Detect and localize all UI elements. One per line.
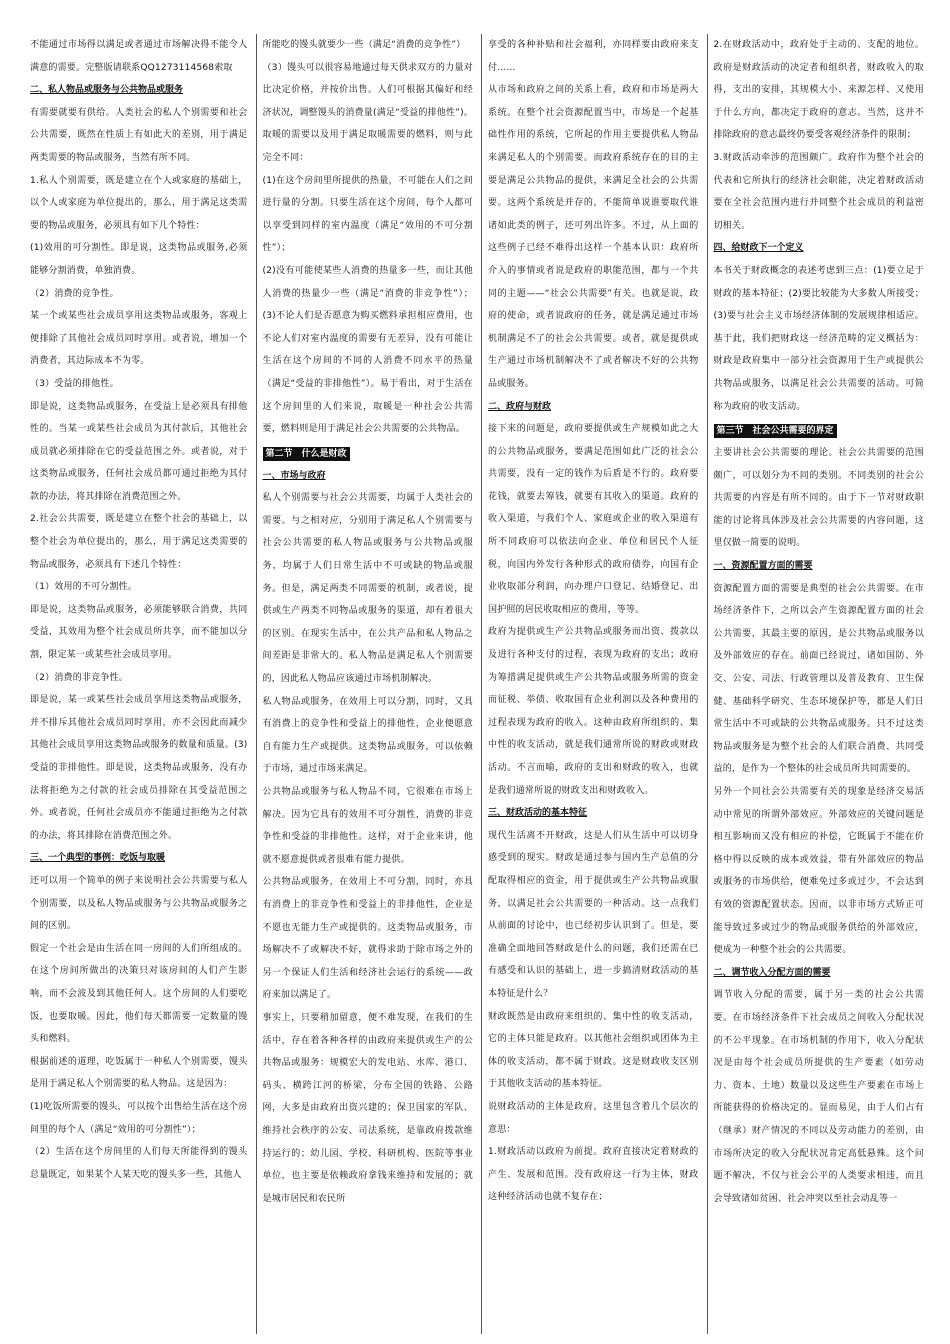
paragraph: (1)效用的可分割性。即是说，这类物品或服务,必须能够分割消费，单独消费。: [30, 243, 248, 276]
paragraph: 享受的各种补贴和社会福利，亦同样要由政府来支付……: [488, 40, 699, 73]
subsection-heading: 一、市场与政府: [262, 470, 326, 481]
section-heading-wrapper: [714, 418, 925, 442]
paragraph: 财政既然是由政府来组织的、集中性的收支活动，它的主体只能是政府。以其他社会组织或团体为主体的收支活动，都不属于财政。这是财政收支区别于其他收支活动的基本特征。: [488, 1011, 699, 1090]
section-heading: 第三节 社会公共需要的界定: [714, 424, 837, 438]
paragraph: 1.私人个别需要，既是建立在个人或家庭的基础上，以个人或家庭为单位提出的，那么，用于满足这类需要的物品或服务，必须具有如下几个特性：: [30, 175, 248, 231]
paragraph: 私人物品或服务，在效用上可以分割，同时，又具有消费上的竞争性和受益上的排他性，企业便愿意自有能力生产或提供。这类物品或服务，可以依赖于市场，通过市场来满足。: [262, 696, 473, 775]
paragraph: 即是说，某一或某些社会成员享用这类物品或服务，并不排斥其他社会成员同时享用，亦不会因此而减少其他社会成员享用这类物品或服务的数量和质量。(3)受益的非排他性。即是说，这类物品或服务，没有办法将拒绝为之付款的社会成员排除在其受益范围之外。或者说，任何社会成员亦不能通过拒绝为之付款的办法，将其排除在消费范围之外。: [30, 695, 248, 841]
subsection-heading: 二、政府与财政: [488, 401, 552, 412]
paragraph: （2）消费的非竞争性。: [30, 672, 128, 683]
paragraph: (2)没有可能使某些人消费的热量多一些，而让其他人消费的热量少一些（满足“消费的非竞争性”）；(3)不论人们是否愿意为购买燃料承担相应费用，也不论人们对室内温度的需要有无差异，没有可能让生活在这个房间的不同的人消费不同水平的热量（满足“受益的非排他性”）。易于看出，对于生活在这个房间里的人们来说，取暖是一种社会公共需要，燃料则是用于满足社会公共需要的公共物品。: [262, 265, 473, 435]
paragraph: 事实上，只要稍加留意，便不难发现，在我们的生活中，存在着各种各样的由政府来提供或生产的公共物品或服务：规模宏大的发电站、水库、港口、码头、横跨江河的桥梁，分布全国的铁路、公路网，大多是由政府出资兴建的；保卫国家的军队、维持社会秩序的公安、司法系统，是靠政府拨款维持运行的；幼儿园、学校、科研机构、医院等事业单位，也主要是依赖政府拿钱来维持和发展的；就是城市居民和农民所: [262, 1012, 473, 1204]
paragraph: 资源配置方面的需要是典型的社会公共需要。在市场经济条件下，之所以会产生资源配置方面的社会公共需要，其最主要的原因，是公共物品或服务以及外部效应的存在。前面已经说过，诸如国防、外交、公安、司法、行政管理以及普及教育、卫生保健、基础科学研究、生态环境保护等，都是人们日常生活中不可或缺的公共物品或服务。只不过这类物品或服务是为整个社会的人们联合消费、共同受益的，是作为一个整体的社会成员所共同需要的。: [713, 583, 924, 775]
paragraph: 2.在财政活动中，政府处于主动的、支配的地位。政府是财政活动的决定者和组织者，财政收入的取得，支出的安排，其规模大小、来源怎样、又使用于什么方向，都决定于政府的意志。当然，这并不排除政府的意志最终仍要受客观经济条件的限制；: [713, 40, 924, 141]
paragraph: 从市场和政府之间的关系上看，政府和市场是两大系统。在整个社会资源配置当中，市场是一个起基础性作用的系统，它所起的作用主要提供私人物品来满足私人的个别需要。而政府系统存在的目的主要是满足公共物品的提供，来满足全社会的公共需要。这两个系统是并存的，不能简单说谁要取代谁诸如此类的例子，还可列出许多。不过，从上面的这些例子已经不难得出这样一个基本认识：政府所介入的事情或者说是政府的职能范围，都与一个共同的主题——“社会公共需要”有关。也就是说，政府的使命，或者说政府的任务，就是满足通过市场机制满足不了的社会公共需要。或者，就是提供或生产通过市场机制解决不了或者解决不好的公共物品或服务。: [488, 85, 699, 389]
text-column-1: [30, 34, 256, 1334]
paragraph: 即是说，这类物品或服务，在受益上是必须具有排他性的。当某一或某些社会成员为其付款后，其他社会成员就必须排除在它的受益范围之外。或者说，对于这类物品或服务，任何社会成员都可通过拒绝为其付款的办法，将其排除在消费范围之外。: [30, 401, 248, 502]
paragraph: 本书关于财政概念的表述考虑到三点：(1)要立足于财政的基本特征；(2)要比较能为大多数人所接受；(3)要与社会主义市场经济体制的发展规律相适应。基于此，我们把财政这一经济范畴的定义概括为：财政是政府集中一部分社会资源用于生产或提供公共物品或服务，以满足社会公共需要的活动。可简称为政府的收支活动。: [713, 265, 924, 412]
paragraph: 假定一个社会是由生活在同一房间的人们所组成的。在这个房间所做出的决策只对该房间的人们产生影响，而不会波及到其他任何人。这个房间的人们要吃饭，也要取暖。因此，他们每天都需要一定数量的馒头和燃料。: [30, 943, 248, 1045]
paragraph: 所能吃的馒头就要少一些（满足“消费的竞争性”）: [262, 40, 466, 50]
paragraph: (1)在这个房间里所提供的热量，不可能在人们之间进行量的分割。只要生活在这个房间，每个人都可以享受到同样的室内温度（满足“效用的不可分割性”）；: [262, 175, 473, 254]
paragraph: 说财政活动的主体是政府，这里包含着几个层次的意思：: [488, 1101, 699, 1135]
paragraph: 主要讲社会公共需要的理论。社会公共需要的范围颇广，可以划分为不同的类别。不同类别的社会公共需要的内容是有所不同的。由于下一节对财政职能的讨论将具体涉及社会公共需要的内容问题，这里仅做一简要的说明。: [713, 448, 924, 549]
paragraph: 1.财政活动以政府为前提。政府直接决定着财政的产生、发展和范围。没有政府这一行为主体，财政这种经济活动也就不复存在；: [488, 1147, 699, 1203]
paragraph: 有需要就要有供给。人类社会的私人个别需要和社会公共需要，既然在性质上有如此大的差别，用于满足两类需要的物品或服务，当然有所不同。: [30, 107, 248, 163]
paragraph: (1)吃饭所需要的馒头，可以按个出售给生活在这个房间里的每个人（满足“效用的可分割性”）；: [30, 1101, 248, 1135]
subsection-heading: 三、一个典型的事例：吃饭与取暖: [30, 853, 166, 864]
paragraph: 3.财政活动牵涉的范围颇广。政府作为整个社会的代表和它所执行的经济社会职能，决定着财政活动要在全社会范围内进行并同整个社会成员的利益密切相关。: [713, 152, 924, 231]
paragraph: 调节收入分配的需要，属于另一类的社会公共需要。在市场经济条件下社会成员之间收入分配状况的不公平现象。在市场机制的作用下，收入分配状况是由每个社会成员所提供的生产要素（如劳动力、资本、土地）数量以及这些生产要素在市场上所能获得的价格决定的。显而易见，由于人们占有（继承）财产情况的不同以及劳动能力的差别，由市场所决定的收入分配状况肯定高低悬殊。这个问题不解决，不仅与社会公平的人类要求相违，而且会导致诸如贫困、社会冲突以至社会动乱等一: [713, 990, 924, 1204]
paragraph: 现代生活离不开财政，这是人们从生活中可以切身感受到的现实。财政是通过参与国内生产总值的分配取得相应的资金，用于提供或生产公共物品或服务，以满足社会公共需要的一种活动。这一点我们从前面的讨论中，也已经初步认识到了。但是，要准确全面地回答财政是什么的问题，我们还需在已有感受和认识的基础上，进一步搞清财政活动的基本特征是什么？: [488, 830, 699, 999]
section-heading: 第二节 什么是财政: [263, 447, 350, 461]
paragraph: （2）消费的竞争性。: [30, 288, 119, 299]
subsection-heading: 一、资源配置方面的需要: [713, 561, 813, 572]
paragraph: （1）效用的不可分割性。: [30, 582, 138, 593]
paragraph: （2）生活在这个房间里的人们每天所能得到的馒头总量既定，如果某个人某天吃的馒头多一些，其他人: [30, 1147, 248, 1180]
paragraph: 根据前述的道理，吃饭属于一种私人个别需要，馒头是用于满足私人个别需要的私人物品。这是因为：: [30, 1056, 248, 1090]
paragraph: 不能通过市场得以满足或者通过市场解决得不能令人满意的需要。完整版请联系QQ1273114568索取: [30, 40, 248, 73]
paragraph: 公共物品或服务与私人物品不同，它很难在市场上解决。因为它具有的效用不可分割性，消费的非竞争性和受益的非排他性。这样，对于企业来讲，他就不愿意提供或者很难有能力提供。: [262, 787, 473, 865]
paragraph: 还可以用一个简单的例子来说明社会公共需要与私人个别需要，以及私人物品或服务与公共物品或服务之间的区别。: [30, 875, 248, 932]
paragraph: 另外一个同社会公共需要有关的现象是经济交易活动中常见的所谓外部效应。外部效应的关键问题是相互影响而又没有相应的补偿，它既属于不能在价格中得以反映的成本或效益，带有外部效应的物品或服务的市场供给，便难免过多或过少，不会达到有效的资源配置状态。因而，以非市场方式矫正可能导致过多或过少的物品或服务供给的外部效应，便成为一种整个社会的公共需要。: [713, 787, 924, 956]
subsection-heading: 四、给财政下一个定义: [713, 243, 804, 254]
paragraph: 某一个或某些社会成员享用这类物品或服务，客观上便排除了其他社会成员同时享用。或者说，增加一个消费者，其边际成本不为零。: [30, 311, 248, 367]
paragraph: 2.社会公共需要，既是建立在整个社会的基础上，以整个社会为单位提出的，那么，用于满足这类需要的物品或服务，必须具有下述几个特性：: [30, 514, 248, 570]
text-column-4: [707, 34, 933, 1334]
subsection-heading: 二、调节收入分配方面的需要: [713, 967, 831, 978]
section-heading-wrapper: [263, 441, 474, 465]
text-column-2: [256, 34, 482, 1334]
paragraph: （3）馒头可以很容易地通过每天供求双方的力量对比决定价格，并按价出售。人们可根据其偏好和经济状况，调整馒头的消费量(满足“受益的排他性”)。取暖的需要以及用于满足取暖需要的燃料，则与此完全不同：: [262, 62, 473, 163]
text-column-3: [481, 34, 707, 1334]
paragraph: 公共物品或服务，在效用上不可分割，同时，亦具有消费上的非竞争性和受益上的非排他性，企业是不愿也无能力生产或提供的。这类物品或服务，市场解决不了或解决不好，就得求助于除市场之外的另一个保证人们生活和经济社会运行的系统——政府来加以满足了。: [262, 877, 473, 1001]
subsection-heading: 三、财政活动的基本特征: [488, 808, 588, 819]
paragraph: 政府为提供或生产公共物品或服务而出资、拨款以及进行各种支付的过程，表现为政府的支出；政府为筹措满足提供或生产公共物品或服务所需的资金而征税、举债、收取国有企业利润以及各种费用的过程表现为政府的收入。这种由政府所组织的、集中性的收支活动，就是我们通常所说的财政或财政活动。不言而喻，政府的支出和财政的收入，也就是我们通常所说的财政支出和财政收入。: [488, 627, 699, 796]
paragraph: （3）受益的排他性。: [30, 378, 119, 389]
subsection-heading: 二、私人物品或服务与公共物品或服务: [30, 85, 184, 96]
paragraph: 即是说，这类物品或服务，必须能够联合消费，共同受益，其效用为整个社会成员所共享，而不能加以分割，限定某一或某些社会成员享用。: [30, 604, 248, 661]
paragraph: 私人个别需要与社会公共需要，均属于人类社会的需要。与之相对应，分别用于满足私人个别需要与社会公共需要的私人物品或服务与公共物品或服务，均属于人们日常生活中不可或缺的物品或服务。但是，满足两类不同需要的机制，或者说，提供或生产两类不同物品或服务的渠道，却有着很大的区别。在现实生活中，在公共产品和私人物品之间差距是非常大的。私人物品是满足私人个别需要的，因此私人物品应该通过市场机制解决。: [262, 493, 473, 685]
paragraph: 接下来的问题是，政府要提供或生产规模如此之大的公共物品或服务，要满足范围如此广泛的社会公共需要，没有一定的钱作为后盾是不行的。政府要花钱，就要去筹钱，就要有其收入的渠道。政府的收入渠道，与我们个人、家庭或企业的收入渠道有所不同政府可以依法向企业、单位和居民个人征税，向国内外发行各种形式的政府债券，向国有企业收取部分利润，向办理户口登记、结婚登记、出国护照的居民收取相应的费用，等等。: [488, 424, 699, 615]
